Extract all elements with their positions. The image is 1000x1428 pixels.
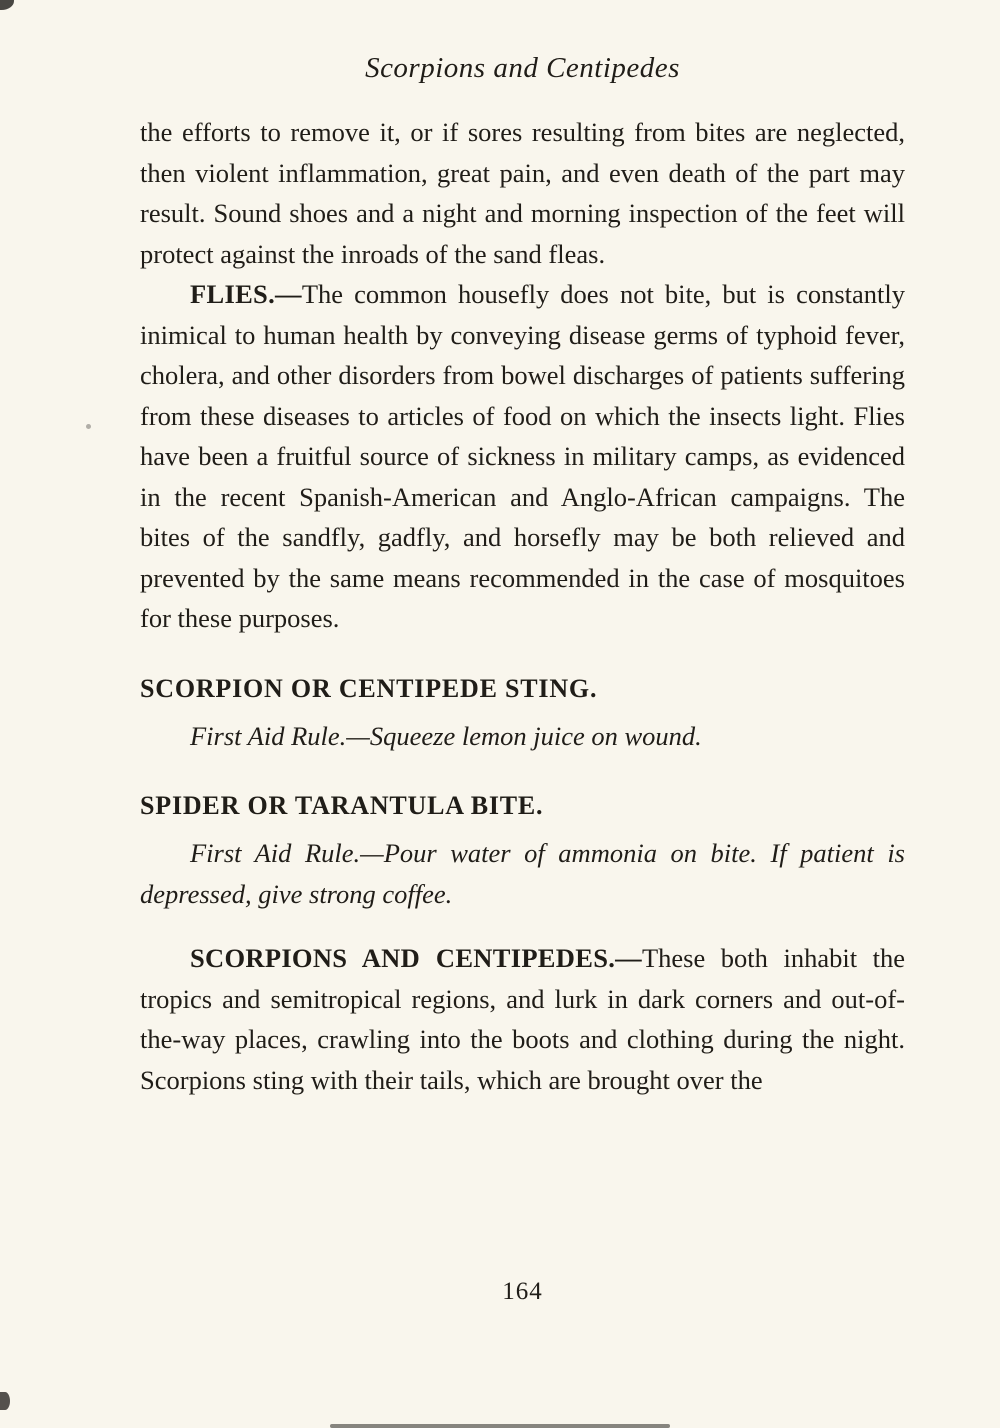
heading-spider-or-tarantula-bite: SPIDER OR TARANTULA BITE. bbox=[140, 791, 544, 820]
paragraph-scorpions-centipedes bbox=[140, 938, 905, 1100]
paragraph-flies bbox=[140, 274, 905, 639]
paragraph-sand-fleas: the efforts to remove it, or if sores resulting from bites are neglected, then violent inflammation, great pain, and even death of the part may result. Sound shoes and a night and morning inspection of the feet will protect against the inroads of the sand fleas. bbox=[140, 117, 905, 269]
flies-lead-in: FLIES.— bbox=[190, 279, 302, 309]
scan-artifact-speck bbox=[86, 424, 91, 429]
scorpions-centipedes-text: These both inhabit the tropics and semitropical regions, and lurk in dark corners and out-of-the-way places, crawling into the boots and clothing during the night. Scorpions sting with their tails, which are brought over the bbox=[140, 943, 905, 1095]
running-head: Scorpions and Centipedes bbox=[365, 52, 680, 84]
scorpions-centipedes-lead-in: SCORPIONS AND CENTIPEDES.— bbox=[190, 943, 642, 973]
section-spacer bbox=[140, 914, 905, 938]
page-number: 164 bbox=[502, 1278, 543, 1305]
heading-scorpion-or-centipede-sting: SCORPION OR CENTIPEDE STING. bbox=[140, 673, 598, 703]
scan-artifact-bottom-edge bbox=[330, 1424, 670, 1428]
scan-artifact-top-left bbox=[0, 0, 14, 10]
first-aid-rule-spider-bite: First Aid Rule.—Pour water of ammonia on bite. If patient is depressed, give strong coffee. bbox=[140, 838, 905, 909]
first-aid-rule-scorpion-sting: First Aid Rule.—Squeeze lemon juice on wound. bbox=[190, 720, 702, 751]
flies-text: The common housefly does not bite, but is constantly inimical to human health by conveying disease germs of typhoid fever, cholera, and other disorders from bowel discharges of patients suffering from these diseases to articles of food on which the insects light. Flies have been a fruitful source of sickness in military camps, as evidenced in the recent Spanish-American and Anglo-African campaigns. The bites of the sandfly, gadfly, and horsefly may be both relieved and prevented by the same means recommended in the case of mosquitoes for these purposes. bbox=[140, 279, 905, 633]
scan-artifact-bottom-left bbox=[0, 1392, 10, 1410]
